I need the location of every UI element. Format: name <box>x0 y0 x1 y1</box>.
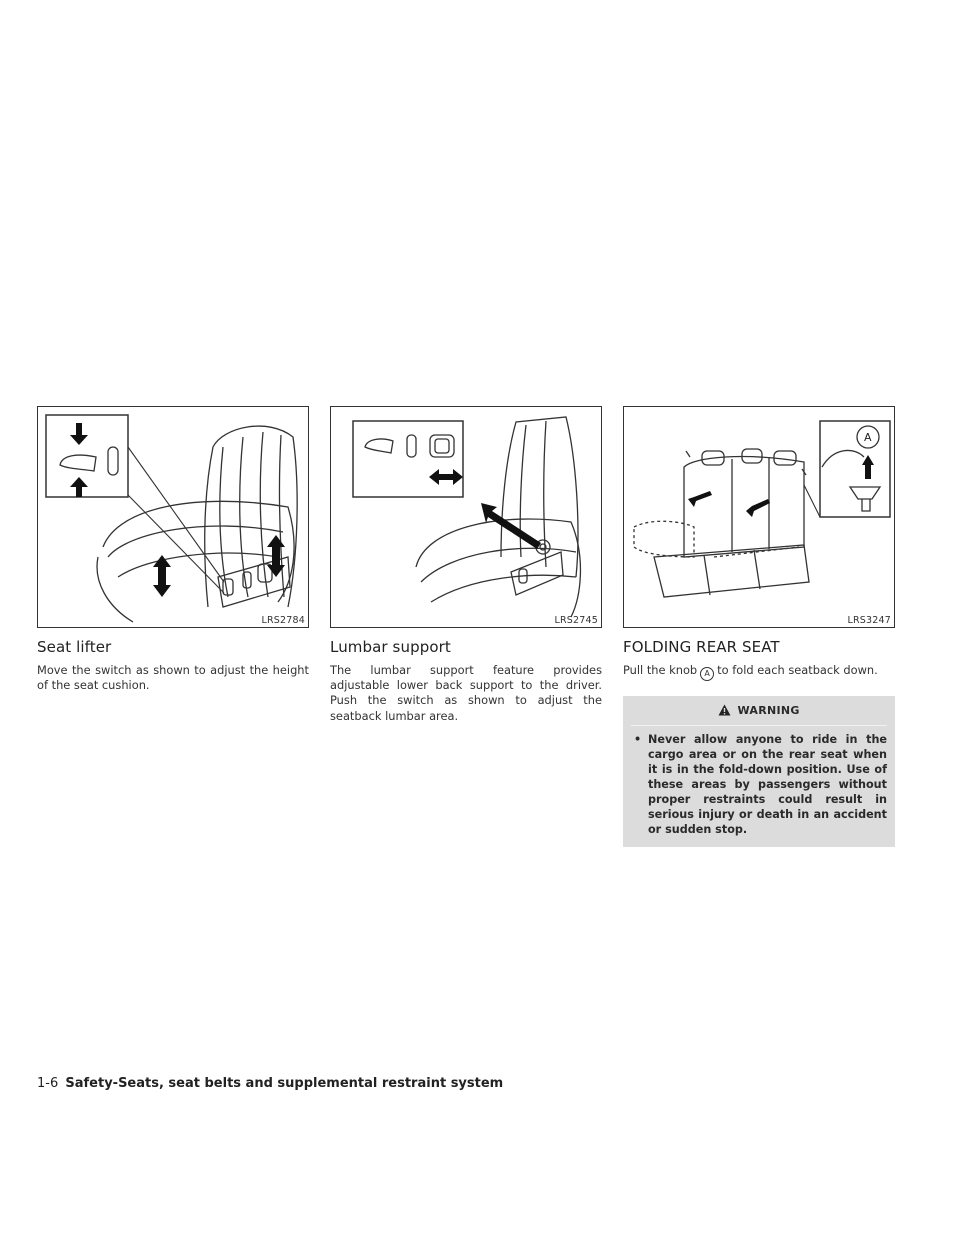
footer-section-title: Safety-Seats, seat belts and supplemental restraint system <box>65 1076 504 1091</box>
warning-text: Never allow anyone to ride in the cargo area or on the rear seat when it is in the fold-down position. Use of these areas by passengers without proper restraints could result in serious injury or death in an accident or sudden stop. <box>648 733 887 836</box>
figure-id: LRS2745 <box>554 615 598 626</box>
knob-a-icon: A <box>700 667 714 681</box>
figure-id: LRS3247 <box>847 615 891 626</box>
warning-item <box>631 725 887 837</box>
seat-lifter-illustration <box>38 407 308 627</box>
warning-header <box>631 702 887 725</box>
warning-triangle-icon <box>718 704 731 716</box>
section-body: The lumbar support feature provides adjustable lower back support to the driver. Push the switch as shown to adjust the seatback lumbar area. <box>330 663 602 723</box>
folding-rear-seat-figure <box>623 406 895 628</box>
folding-rear-seat-illustration <box>624 407 894 627</box>
lumbar-support-section <box>330 406 602 724</box>
lumbar-support-illustration <box>331 407 601 627</box>
body-before: Pull the knob <box>623 663 698 677</box>
seat-lifter-section <box>37 406 309 693</box>
lumbar-support-figure <box>330 406 602 628</box>
body-after: to fold each seatback down. <box>717 663 878 677</box>
section-heading: FOLDING REAR SEAT <box>623 638 780 656</box>
warning-box <box>623 696 895 847</box>
folding-rear-seat-section <box>623 406 895 847</box>
section-heading: Seat lifter <box>37 638 112 656</box>
page-footer <box>37 1076 503 1091</box>
section-body <box>623 663 895 681</box>
section-heading: Lumbar support <box>330 638 451 656</box>
section-body: Move the switch as shown to adjust the height of the seat cushion. <box>37 663 309 693</box>
seat-lifter-figure <box>37 406 309 628</box>
knob-label-a: A <box>864 431 872 444</box>
page-number: 1-6 <box>37 1076 59 1091</box>
bullet: • <box>634 733 642 746</box>
warning-title: WARNING <box>737 704 800 717</box>
figure-id: LRS2784 <box>261 615 305 626</box>
